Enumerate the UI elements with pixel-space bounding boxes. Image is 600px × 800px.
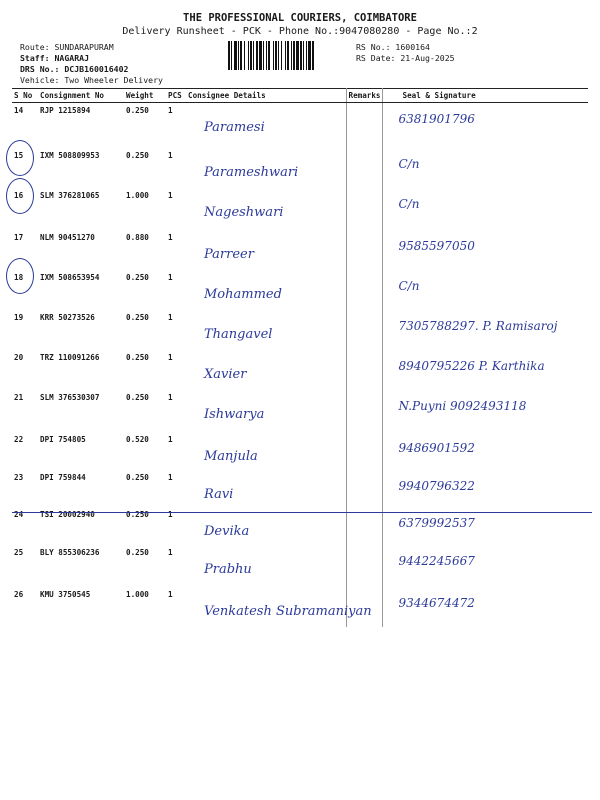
row-sno: [12, 350, 38, 390]
row-consignee-handwriting: [186, 270, 346, 310]
row-signature-handwriting: [382, 432, 588, 470]
row-sno-text: 22: [14, 434, 24, 444]
row-sno: [12, 545, 38, 587]
row-weight: [124, 230, 166, 270]
row-sno-text: 18: [14, 272, 24, 282]
row-consignment-no: [38, 350, 124, 390]
row-weight: [124, 270, 166, 310]
row-consignment-no: [38, 103, 124, 148]
row-weight-text: 0.250: [126, 547, 149, 557]
row-consignee-handwriting: [186, 350, 346, 390]
row-pcs-text: 1: [168, 352, 173, 362]
pen-circle-15: [6, 140, 34, 176]
table-row: [12, 230, 588, 270]
row-weight: [124, 390, 166, 432]
row-sno-text: 24: [14, 509, 24, 519]
row-pcs: [166, 432, 186, 470]
row-consignment-no: [38, 270, 124, 310]
col-consignee-header: Consignee Details: [186, 89, 346, 103]
row-pcs-text: 1: [168, 106, 173, 115]
table-row: [12, 188, 588, 230]
row-pcs-text: 1: [168, 472, 173, 482]
row-weight: [124, 148, 166, 188]
row-pcs: [166, 390, 186, 432]
row-weight-text: 0.250: [126, 312, 149, 322]
row-pcs: [166, 350, 186, 390]
row-weight: [124, 587, 166, 627]
pen-circle-18: [6, 258, 34, 294]
col-pcs-header: PCS: [166, 89, 186, 103]
row-consignee-handwriting: [186, 390, 346, 432]
row-consignee-handwriting: [186, 230, 346, 270]
row-pcs-text: 1: [168, 190, 173, 200]
runsheet-table: [12, 88, 588, 627]
row-consignee-handwriting-text: Parreer: [204, 246, 254, 262]
row-signature-handwriting: [382, 230, 588, 270]
row-sno: [12, 432, 38, 470]
vehicle-label: Vehicle: Two Wheeler Delivery: [20, 75, 163, 85]
row-signature-handwriting-text: 9486901592: [398, 440, 475, 455]
row-pcs: [166, 470, 186, 507]
row-weight-text: 0.250: [126, 106, 149, 115]
row-signature-handwriting-text: 9940796322: [398, 478, 475, 493]
table-row: [12, 103, 588, 148]
row-pcs-text: 1: [168, 272, 173, 282]
col-sno-header: S No: [12, 89, 38, 103]
row-consignee-handwriting-text: Ravi: [204, 486, 234, 502]
row-consignee-handwriting-text: Devika: [204, 523, 250, 539]
row-consignee-handwriting: [186, 587, 372, 627]
row-consignment-no: [38, 587, 124, 627]
row-consignee-handwriting: [186, 545, 346, 587]
table-row: [12, 545, 588, 587]
table-row: [12, 390, 588, 432]
row-pcs: [166, 587, 186, 627]
row-consignment-no-text: RJP 1215894: [40, 106, 91, 115]
row-consignment-no: [38, 148, 124, 188]
table-row: [12, 270, 588, 310]
row-consignee-handwriting-text: Nageshwari: [204, 204, 284, 220]
row-consignee-handwriting-text: Ishwarya: [204, 406, 265, 422]
row-sno: [12, 310, 38, 350]
row-consignee-handwriting: [186, 148, 346, 188]
row-signature-handwriting-text: C/n: [398, 278, 420, 293]
pen-underline: [12, 512, 592, 513]
row-signature-handwriting-text: 9442245667: [398, 553, 475, 568]
row-consignee-handwriting-text: Manjula: [204, 448, 258, 464]
row-weight-text: 0.250: [126, 352, 149, 362]
row-weight: [124, 545, 166, 587]
row-remarks: [346, 230, 382, 270]
row-consignee-handwriting: [186, 310, 346, 350]
row-signature-handwriting-text: 6379992537: [398, 515, 475, 530]
row-remarks: [346, 432, 382, 470]
col-signature-header: Seal & Signature: [382, 89, 588, 103]
row-consignment-no: [38, 545, 124, 587]
staff-label: Staff: NAGARAJ: [20, 53, 90, 63]
row-weight: [124, 432, 166, 470]
row-weight-text: 0.250: [126, 472, 149, 482]
table-row: [12, 310, 588, 350]
row-consignment-no-text: SLM 376530307: [40, 392, 100, 402]
row-pcs: [166, 545, 186, 587]
row-consignee-handwriting-text: Parameshwari: [204, 164, 299, 180]
row-pcs-text: 1: [168, 509, 173, 519]
row-consignment-no: [38, 470, 124, 507]
row-signature-handwriting: [382, 470, 588, 507]
row-consignee-handwriting-text: Thangavel: [204, 326, 273, 342]
row-consignment-no-text: NLM 90451270: [40, 232, 95, 242]
row-weight: [124, 310, 166, 350]
row-consignment-no: [38, 310, 124, 350]
row-weight-text: 0.250: [126, 272, 149, 282]
col-remarks-header: Remarks: [346, 89, 382, 103]
row-consignment-no-text: IXM 508809953: [40, 150, 100, 160]
row-weight: [124, 470, 166, 507]
row-signature-handwriting-text: C/n: [398, 196, 420, 211]
row-consignment-no: [38, 432, 124, 470]
table-row: [12, 148, 588, 188]
row-sno-text: 26: [14, 589, 24, 599]
row-sno-text: 17: [14, 232, 24, 242]
company-name: THE PROFESSIONAL COURIERS, COIMBATORE: [183, 12, 417, 24]
col-consignment-header: Consignment No: [38, 89, 124, 103]
row-remarks: [346, 148, 382, 188]
row-sno-text: 20: [14, 352, 24, 362]
row-pcs: [166, 148, 186, 188]
row-sno-text: 23: [14, 472, 24, 482]
row-consignment-no: [38, 230, 124, 270]
row-pcs: [166, 230, 186, 270]
table-row: [12, 350, 588, 390]
row-remarks: [346, 188, 382, 230]
row-signature-handwriting-text: 6381901796: [398, 112, 475, 126]
pen-circle-16: [6, 178, 34, 214]
row-signature-handwriting-text: N.Puyni 9092493118: [398, 398, 527, 413]
row-sno: [12, 587, 38, 627]
row-pcs-text: 1: [168, 150, 173, 160]
row-consignment-no: [38, 390, 124, 432]
row-remarks: [346, 103, 382, 148]
col-weight-header: Weight: [124, 89, 166, 103]
row-signature-handwriting: [382, 350, 588, 390]
row-consignment-no-text: TSI 20002940: [40, 509, 95, 519]
row-signature-handwriting-text: C/n: [398, 156, 420, 171]
row-signature-handwriting-text: 9344674472: [398, 595, 475, 610]
row-weight-text: 0.250: [126, 509, 149, 519]
row-signature-handwriting: [382, 188, 588, 230]
row-consignment-no-text: SLM 376281065: [40, 190, 100, 200]
row-consignee-handwriting: [186, 188, 346, 230]
row-sno-text: 21: [14, 392, 24, 402]
row-weight: [124, 350, 166, 390]
row-signature-handwriting: [382, 103, 588, 148]
row-sno: [12, 470, 38, 507]
row-pcs-text: 1: [168, 547, 173, 557]
row-pcs-text: 1: [168, 232, 173, 242]
row-weight: [124, 188, 166, 230]
row-sno-text: 16: [14, 190, 24, 200]
row-consignment-no-text: BLY 855306236: [40, 547, 100, 557]
row-consignment-no-text: IXM 508653954: [40, 272, 100, 282]
row-pcs-text: 1: [168, 392, 173, 402]
route-label: Route: SUNDARAPURAM: [20, 42, 114, 52]
rs-date: RS Date: 21-Aug-2025: [356, 53, 455, 63]
row-remarks: [346, 310, 382, 350]
row-remarks: [346, 270, 382, 310]
row-sno-text: 25: [14, 547, 24, 557]
row-remarks: [346, 390, 382, 432]
row-sno: [12, 390, 38, 432]
table-row: [12, 432, 588, 470]
row-signature-handwriting: [382, 310, 588, 350]
row-signature-handwriting: [382, 587, 588, 627]
row-pcs: [166, 188, 186, 230]
row-weight: [124, 103, 166, 148]
row-pcs: [166, 103, 186, 148]
row-consignee-handwriting: [186, 432, 346, 470]
row-consignee-handwriting: [186, 470, 346, 507]
table-row: [12, 470, 588, 507]
row-weight-text: 1.000: [126, 589, 149, 599]
row-pcs-text: 1: [168, 434, 173, 444]
row-consignment-no-text: KMU 3750545: [40, 589, 91, 599]
row-weight-text: 0.250: [126, 150, 149, 160]
rs-number: RS No.: 1600164: [356, 42, 430, 52]
row-pcs-text: 1: [168, 589, 173, 599]
row-signature-handwriting-text: 8940795226 P. Karthika: [398, 358, 545, 373]
table-row: [12, 587, 588, 627]
row-pcs: [166, 270, 186, 310]
row-remarks: [346, 470, 382, 507]
row-consignment-no-text: TRZ 110091266: [40, 352, 100, 362]
drs-number: DRS No.: DCJB160016402: [20, 64, 129, 74]
row-remarks: [346, 545, 382, 587]
barcode-image: [228, 41, 352, 70]
row-signature-handwriting-text: 7305788297. P. Ramisaroj: [398, 318, 558, 333]
table-header-row: [12, 89, 588, 103]
row-weight-text: 0.520: [126, 434, 149, 444]
row-signature-handwriting: [382, 390, 588, 432]
row-pcs: [166, 310, 186, 350]
row-signature-handwriting: [382, 148, 588, 188]
row-consignee-handwriting: [186, 103, 346, 148]
row-consignee-handwriting-text: Mohammed: [204, 286, 282, 302]
row-consignment-no-text: KRR 50273526: [40, 312, 95, 322]
row-weight-text: 0.880: [126, 232, 149, 242]
row-remarks: [346, 350, 382, 390]
row-signature-handwriting: [382, 270, 588, 310]
row-weight-text: 1.000: [126, 190, 149, 200]
row-weight-text: 0.250: [126, 392, 149, 402]
row-consignee-handwriting-text: Prabhu: [204, 561, 252, 577]
row-sno-text: 19: [14, 312, 24, 322]
row-consignment-no-text: DPI 754805: [40, 434, 86, 444]
row-signature-handwriting: [382, 545, 588, 587]
row-consignment-no-text: DPI 759844: [40, 472, 86, 482]
runsheet-subtitle: Delivery Runsheet - PCK - Phone No.:9047080280 - Page No.:2: [122, 26, 478, 37]
row-pcs-text: 1: [168, 312, 173, 322]
row-consignee-handwriting-text: Paramesi: [204, 120, 265, 135]
row-sno-text: 14: [14, 106, 24, 115]
row-sno-text: 15: [14, 150, 24, 160]
row-signature-handwriting-text: 9585597050: [398, 238, 475, 253]
row-consignee-handwriting-text: Venkatesh Subramaniyan: [204, 603, 372, 619]
row-consignee-handwriting-text: Xavier: [204, 366, 247, 382]
row-consignment-no: [38, 188, 124, 230]
